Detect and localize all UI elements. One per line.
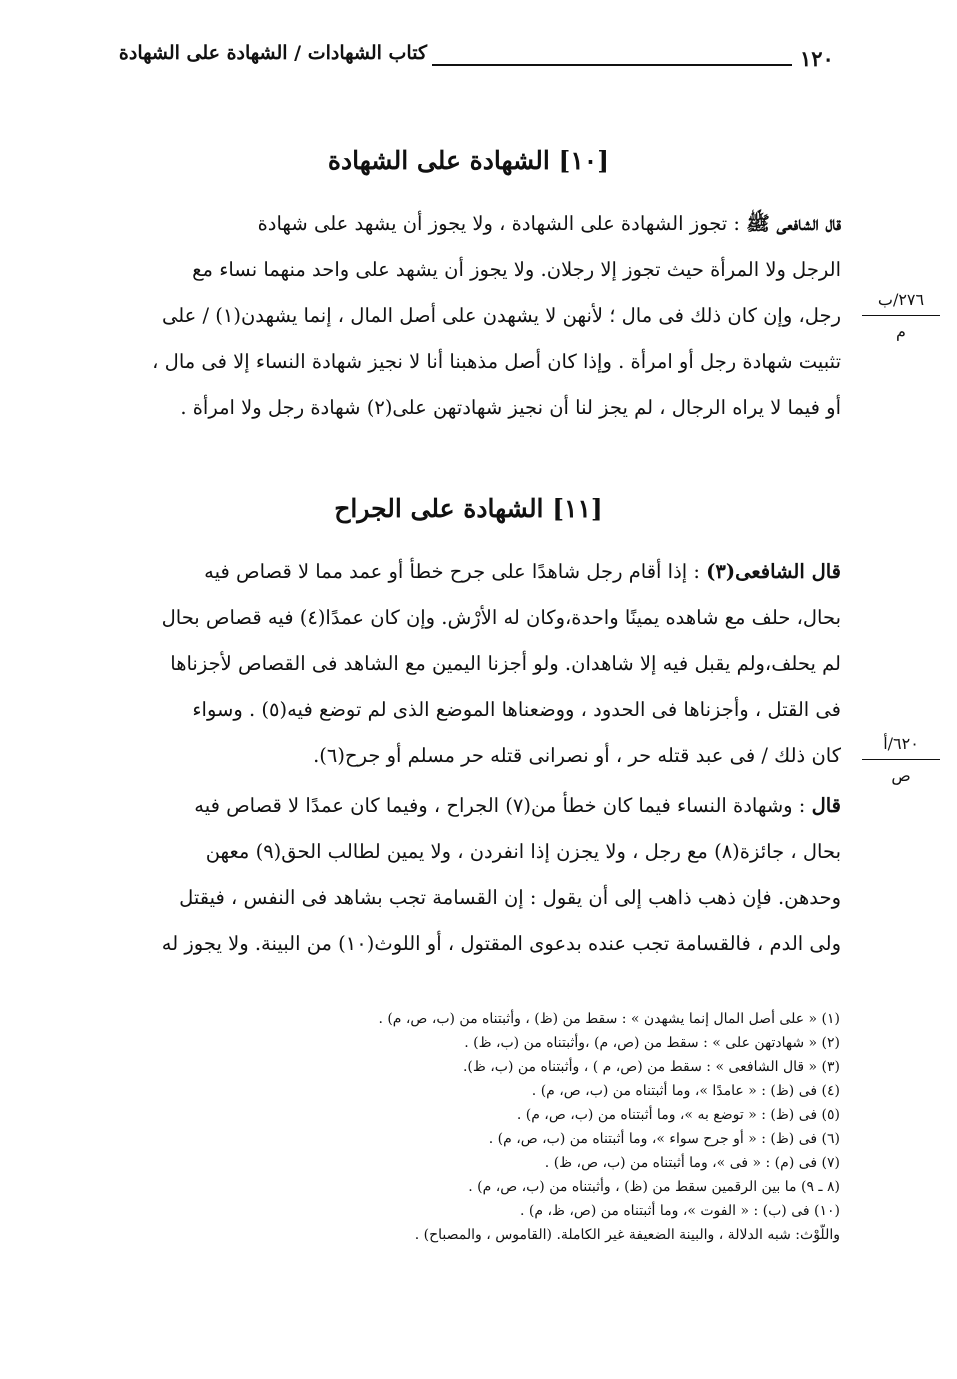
- footnote: (٣) « قال الشافعى » : سقط من (ص، م ) ، وأثبتناه من (ب، ظ).: [462, 1059, 840, 1075]
- footnote: (٧) فى (م) : « فى »، وما أثبتناه من (ب، ص، ظ) .: [544, 1155, 840, 1171]
- footnote: (٢) « شهادتهن على » : سقط من (ص، م) ،وأثبتناه من (ب، ظ) .: [464, 1035, 840, 1051]
- line-text: رجل، وإن كان ذلك فى مال ؛ لأنهن لا يشهدن على أصل المال ، إنما يشهدن(١) / على: [161, 304, 841, 327]
- speaker-lead: قال الشافعى(٣): [706, 560, 841, 583]
- paragraph-line: [96, 596, 841, 640]
- paragraph-line: [96, 688, 841, 732]
- manuscript-siglum: ص: [891, 766, 911, 785]
- manuscript-folio: ٦٢٠/أ: [862, 734, 940, 760]
- paragraph-line: [96, 550, 841, 594]
- footnote: واللَّوْث: شبه الدلالة ، والبينة الضعيفة غير الكاملة. (القاموس ، والمصباح) .: [414, 1227, 840, 1243]
- paragraph-line: [96, 830, 841, 874]
- paragraph-line: [96, 922, 841, 966]
- line-text: الرجل ولا المرأة حيث تجوز إلا رجلان. ولا يجوز أن يشهد على واحد منهما نساء مع: [192, 258, 841, 281]
- footnote: (٤) فى (ظ) : « عامدًا »، وما أثبتناه من (ب، ص، م) .: [531, 1083, 840, 1099]
- line-text: تثبيت شهادة رجل أو امرأة . وإذا كان أصل مذهبنا أنا لا نجيز شهادة النساء إلا فى مال ،: [152, 350, 841, 373]
- footnote: (١) « على أصل المال إنما يشهدن » : سقط من (ظ) ، وأثبتناه من (ب، ص، م) .: [378, 1011, 840, 1027]
- manuscript-siglum: م: [896, 322, 906, 341]
- speaker-lead: قال: [811, 794, 841, 817]
- line-text: : وشهادة النساء فيما كان خطأ من(٧) الجراح ، وفيما كان عمدًا لا قصاص فيه: [194, 794, 812, 817]
- line-text: كان ذلك / فى عبد قتله حر ، أو نصرانى قتله حر مسلم أو جرح(٦).: [313, 744, 841, 767]
- paragraph-line: [96, 642, 841, 686]
- footnote: (٨ ـ ٩) ما بين الرقمين سقط من (ظ) ، وأثبتناه من (ب، ص، م) .: [468, 1179, 840, 1195]
- line-text: بحال، حلف مع شاهده يمينًا واحدة،وكان له الأرْش. وإن كان عمدًا(٤) فيه قصاص بحال: [161, 606, 841, 629]
- running-title: كتاب الشهادات / الشهادة على الشهادة: [118, 42, 427, 64]
- paragraph-line: [96, 876, 841, 920]
- line-text: لم يحلف،ولم يقبل فيه إلا شاهدان. ولو أجزنا اليمين مع الشاهد فى القصاص لأجزناها: [170, 652, 841, 675]
- margin-note: [862, 290, 940, 341]
- section-heading: [١١] الشهادة على الجراح: [334, 494, 603, 523]
- line-text: بحال ، جائزة(٨) مع رجل ، ولا يجزن إذا انفردن ، ولا يمين لطالب الحق(٩) معهن: [205, 840, 841, 863]
- line-text: ولى الدم ، فالقسامة تجب عنده بدعوى المقتول ، أو اللوث(١٠) من البينة. ولا يجوز له: [161, 932, 841, 955]
- paragraph-line: [96, 202, 841, 246]
- footnote: (١٠) فى (ب) : « الفوت »، وما أثبتناه من (ص، ظ، م) .: [519, 1203, 840, 1219]
- line-text: أو فيما لا يراه الرجال ، لم يجز لنا أن نجيز شهادتهن على(٢) شهادة رجل ولا امرأة .: [180, 396, 841, 419]
- paragraph-line: [96, 734, 841, 778]
- speaker-lead: قال الشافعى ﷺ: [746, 212, 841, 235]
- line-text: وحدهن. فإن ذهب ذاهب إلى أن يقول : إن القسامة تجب بشاهد فى النفس ، فيقتل: [179, 886, 841, 909]
- header-rule: [432, 64, 792, 66]
- line-text: : إذا أقام رجل شاهدًا على جرح خطأ أو عمد مما لا قصاص فيه: [204, 560, 707, 583]
- footnote: (٦) فى (ظ) : « أو جرح سواء »، وما أثبتناه من (ب، ص، م) .: [488, 1131, 840, 1147]
- manuscript-folio: ٢٧٦/ب: [862, 290, 940, 316]
- paragraph-line: [96, 784, 841, 828]
- paragraph-line: [96, 340, 841, 384]
- line-text: : تجوز الشهادة على الشهادة ، ولا يجوز أن يشهد على شهادة: [257, 212, 747, 235]
- paragraph-line: [96, 294, 841, 338]
- line-text: فى القتل ، وأجزناها فى الحدود ، ووضعناها الموضع الذى لم توضع فيه(٥) . وسواء: [192, 698, 841, 721]
- footnote: (٥) فى (ظ) : « توضع به »، وما أثبتناه من (ب، ص، م) .: [516, 1107, 840, 1123]
- page-number: ١٢٠: [800, 46, 834, 71]
- margin-note: [862, 734, 940, 785]
- section-heading: [١٠] الشهادة على الشهادة: [327, 146, 610, 175]
- paragraph-line: [96, 248, 841, 292]
- paragraph-line: [96, 386, 841, 430]
